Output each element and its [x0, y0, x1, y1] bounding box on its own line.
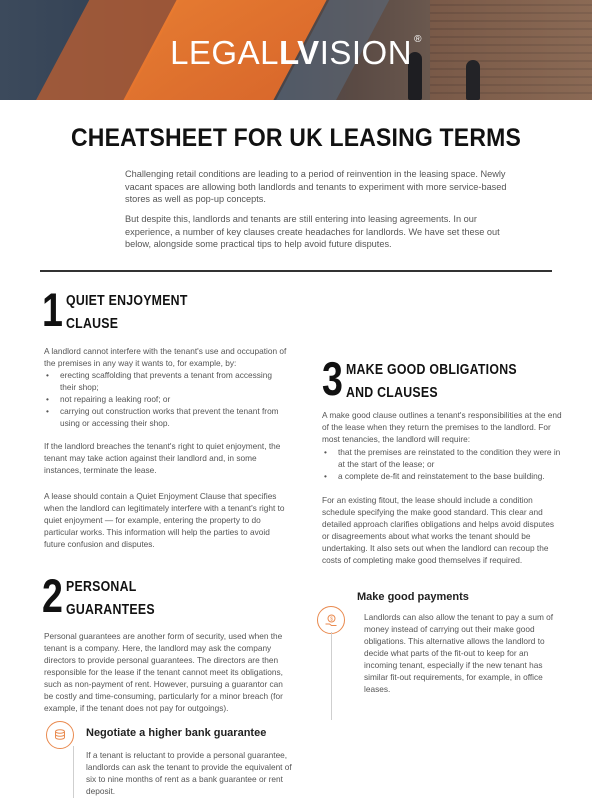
tip-heading: Make good payments — [357, 591, 469, 603]
list-item: • carrying out construction works that prevent the tenant from using or accessing their shop. — [44, 405, 284, 429]
section-title-line: AND CLAUSES — [346, 385, 438, 401]
section-1-heading — [42, 283, 209, 336]
logo-text-mid: LV — [278, 34, 320, 71]
tip-text: Landlords can also allow the tenant to pay a sum of money instead of carrying out their make good obligations. This alternative allows the landlord to decide what parts of the fit-out to keep for an incoming tenant, especially if the new tenant has similar fit-out requirements, for example, in office leases. — [364, 612, 554, 694]
list-item: • that the premises are reinstated to the condition they were in at the start of the lease; or — [322, 446, 562, 470]
list-item: • a complete de-fit and reinstatement to the base building. — [322, 470, 562, 482]
intro-paragraph: But despite this, landlords and tenants are still entering into leasing agreements. In our experience, a number of key clauses create headaches for landlords. We have set these out below, alongside some practical tips to help avoid future disputes. — [125, 214, 500, 250]
section-number: 3 — [322, 352, 343, 405]
section-1-paragraph: A lease should contain a Quiet Enjoyment Clause that specifies when the landlord can legitimately interfere with a tenant's right to quiet enjoyment — for example, entering the property to do particular works. This information will help the parties to avoid future confusion and disputes. — [44, 491, 285, 549]
section-2-heading — [42, 569, 171, 622]
svg-text:$: $ — [329, 616, 333, 622]
coins-stack-icon — [46, 721, 74, 749]
hand-coin-icon-graphic — [324, 613, 339, 628]
section-3-heading — [322, 352, 547, 405]
coins-stack-icon-graphic — [53, 728, 67, 742]
section-title-line: QUIET ENJOYMENT — [66, 293, 188, 309]
section-number: 2 — [42, 569, 63, 622]
section-divider — [40, 270, 552, 272]
list-item: • erecting scaffolding that prevents a tenant from accessing their shop; — [44, 369, 284, 393]
brand-logo — [0, 34, 592, 72]
section-title — [66, 290, 188, 336]
section-title-line: CLAUSE — [66, 316, 119, 332]
logo-text-right: ISION — [319, 34, 413, 71]
list-item: • not repairing a leaking roof; or — [44, 393, 284, 405]
intro-paragraph: Challenging retail conditions are leading to a period of reinvention in the leasing space. Newly vacant spaces are allowing both landlords and tenants to experiment with more service-based stores as well as pop-up concepts. — [125, 169, 507, 205]
section-title — [66, 576, 155, 622]
section-title-line: GUARANTEES — [66, 602, 155, 618]
section-number: 1 — [42, 283, 63, 336]
section-3-bullets — [322, 446, 562, 482]
logo-registered-mark: ® — [414, 34, 422, 45]
tip-heading: Negotiate a higher bank guarantee — [86, 727, 267, 739]
tip-text: If a tenant is reluctant to provide a personal guarantee, landlords can ask the tenant to provide the equivalent of six to nine months of rent as a bank guarantee or rent deposit. — [86, 750, 292, 796]
section-title — [346, 359, 517, 405]
section-1-paragraph: A landlord cannot interfere with the tenant's use and occupation of the premises in any way it wants to, for example, by: — [44, 346, 287, 368]
section-title-line: PERSONAL — [66, 579, 137, 595]
section-2-paragraph: Personal guarantees are another form of security, used when the tenant is a company. Here, the landlord may ask the company directors to provide personal guarantees. The directors are then responsible for the lease if the tenant cannot meet its obligations, such as non-payment of rent. However, pursuing a guarantor can be costly and time-consuming, particularly for a minor breach (for example, if the tenant does not pay for outgoings). — [44, 631, 283, 713]
section-title-line: MAKE GOOD OBLIGATIONS — [346, 362, 517, 378]
header-banner — [0, 0, 592, 100]
hand-coin-icon — [317, 606, 345, 634]
section-1-paragraph: If the landlord breaches the tenant's right to quiet enjoyment, the tenant may take action against their landlord and, in some instances, terminate the lease. — [44, 441, 281, 475]
section-3-paragraph: For an existing fitout, the lease should include a condition schedule specifying the make good standard. This clear and detailed approach clarifies obligations and helps avoid disputes or disagreements about what works the tenant should be undertaking. It also sets out when the landlord can recoup the costs of completing make good themselves if required. — [322, 495, 555, 565]
logo-text-left: LEGAL — [170, 34, 279, 71]
page-title: CHEATSHEET FOR UK LEASING TERMS — [71, 124, 521, 152]
section-3-paragraph: A make good clause outlines a tenant's responsibilities at the end of the lease when they return the premises to the landlord. For most tenancies, the landlord will require: — [322, 410, 562, 444]
section-1-bullets — [44, 369, 284, 429]
tip-guide-line — [73, 746, 74, 798]
tip-guide-line — [331, 632, 332, 720]
